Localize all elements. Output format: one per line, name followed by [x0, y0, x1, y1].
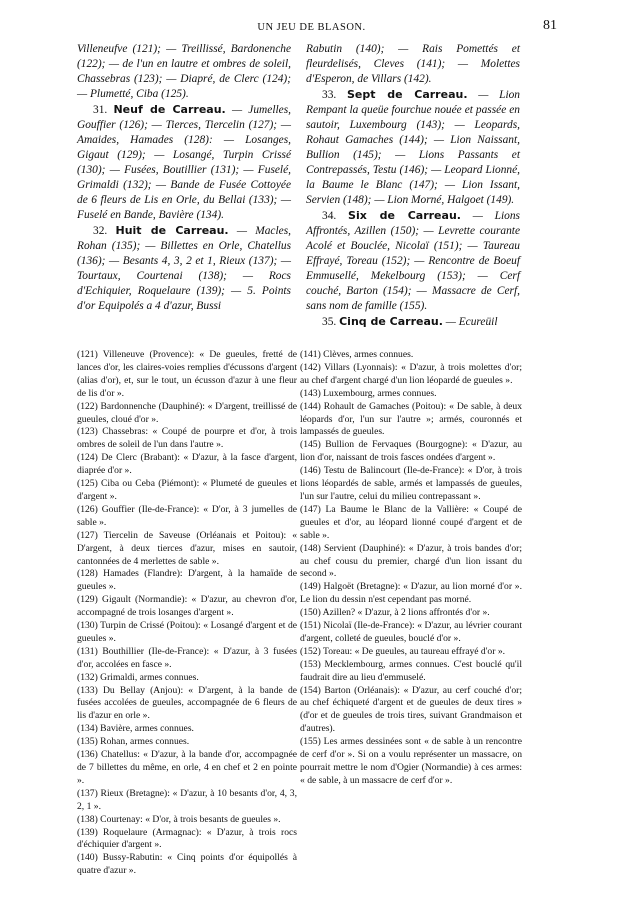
- footnote: (122) Bardonnenche (Dauphiné): « D'argent, treillissé de gueules, cloué d'or ».: [77, 400, 297, 425]
- section-text: — Ecureüil: [442, 316, 498, 328]
- footnote: (152) Toreau: « De gueules, au taureau effrayé d'or ».: [300, 645, 506, 657]
- main-text-left-column: [77, 42, 291, 314]
- footnote: (145) Bullion de Fervaques (Bourgogne): « D'azur, au lion d'or, naissant de trois fasces ondées d'argent ».: [300, 439, 522, 464]
- section-text: — Lion Rempant la queüe fourchue nouée et passée en sautoir, Luxembourg (143); — Leopards, Rohaut Gamaches (144); — Lion Naissant, Bullion (145); — Lions Passants et Contrepassés, Testu (146); — Leopard Lionné, la Baume le Blanc (147); — Lion Issant, Servien (148); — Lion Morné, Halgoet (149).: [306, 89, 520, 206]
- footnote: (125) Ciba ou Ceba (Piémont): « Plumeté de gueules et d'argent ».: [77, 478, 297, 502]
- section-heading: Neuf de Carreau.: [113, 103, 226, 116]
- footnote: (148) Servient (Dauphiné): « D'azur, à trois bandes d'or; au chef cousu du premier, chargé d'un lion issant du second ».: [300, 542, 522, 580]
- footnote: (144) Rohault de Gamaches (Poitou): « De sable, à deux léopards d'or, l'un sur l'autre »; armés, couronnés et lampassés de gueules.: [300, 400, 522, 438]
- paragraph-text: Villeneufve (121); — Treillissé, Bardonenche (122); — de l'un en lautre et ombres de soleil, Chassebras (123); — Diapré, de Clerc (124); — Plumetté, Ciba (125).: [77, 43, 291, 100]
- footnote: (134) Bavière, armes connues.: [77, 723, 194, 735]
- body-paragraph: [306, 42, 520, 87]
- section-heading: Six de Carreau.: [348, 209, 461, 222]
- page-number: 81: [543, 18, 557, 33]
- footnote: (136) Chatellus: « D'azur, à la bande d'or, accompagnée de 7 billettes du même, en orle, 4 en chef et 2 en pointe ».: [77, 749, 297, 786]
- section-heading: Huit de Carreau.: [115, 224, 229, 237]
- footnote: (138) Courtenay: « D'or, à trois besants de gueules ».: [77, 813, 281, 825]
- section-number: 32.: [93, 225, 108, 237]
- section-paragraph: [77, 102, 291, 223]
- section-paragraph: [306, 208, 520, 314]
- section-text: — Macles, Rohan (135); — Billettes en Orle, Chatellus (136); — Besants 4, 3, 2 et 1, Rieux (137); — Tourtaux, Courtenai (138); — Rocs d'Echiquier, Roquelaure (139); — 5. Points d'or Equipolés a 4 d'azur, Bussi: [77, 225, 291, 312]
- paragraph-text: Rabutin (140); — Rais Pomettés et fleurdelisés, Cleves (141); — Molettes d'Esperon, de Villars (142).: [306, 43, 520, 85]
- footnote: (135) Rohan, armes connues.: [77, 736, 190, 748]
- footnote: (137) Rieux (Bretagne): « D'azur, à 10 besants d'or, 4, 3, 2, 1 ».: [77, 787, 297, 812]
- footnote: (130) Turpin de Crissé (Poitou): « Losangé d'argent et de gueules ».: [77, 620, 297, 644]
- section-heading: Sept de Carreau.: [346, 88, 468, 101]
- footnote: (139) Roquelaure (Armagnac): « D'azur, à trois rocs d'échiquier d'argent ».: [77, 826, 297, 851]
- footnote: (140) Bussy-Rabutin: « Cinq points d'or équipollés à quatre d'azur ».: [77, 852, 297, 877]
- footnote: (121) Villeneuve (Provence): « De gueules, fretté de lances d'or, les claires-voies remplies d'écussons d'argent (alias d'or), et, sur le tout, un écusson d'azur à une fleur de lis d'or ».: [77, 349, 297, 399]
- section-number: 34.: [322, 210, 337, 222]
- footnote: (124) De Clerc (Brabant): « D'azur, à la fasce d'argent, diaprée d'or ».: [77, 452, 297, 477]
- footnote: (142) Villars (Lyonnais): « D'azur, à trois molettes d'or; au chef d'argent chargé d'un lion léopardé de gueules ».: [300, 361, 522, 386]
- section-heading: Cinq de Carreau.: [339, 315, 443, 328]
- footnote: (154) Barton (Orléanais): « D'azur, au cerf couché d'or; au chef échiqueté d'argent et de gueules de deux tires » (d'or et de gueules de trois tires, suivant Grandmaison et d'autres).: [300, 684, 522, 735]
- section-paragraph: [77, 223, 291, 314]
- footnotes-left-column: [77, 349, 297, 878]
- main-text-right-column: [306, 42, 520, 330]
- footnote: (132) Grimaldi, armes connues.: [77, 671, 199, 683]
- section-number: 33.: [322, 89, 337, 101]
- section-paragraph: [306, 314, 520, 330]
- footnotes-right-column: [300, 349, 522, 788]
- footnote: (155) Les armes dessinées sont « de sable à un rencontre de cerf d'or ». Si on a voulu représenter un massacre, on pourrait mettre le nom d'Ogier (Normandie) à ces armes: « de sable, à un massacre de cerf d'or ».: [300, 736, 522, 786]
- section-number: 35.: [322, 316, 337, 328]
- running-head: UN JEU DE BLASON.: [257, 22, 366, 33]
- footnote: (153) Mecklembourg, armes connues. C'est bouclé qu'il faudrait dire au lieu d'emmuselé.: [300, 658, 522, 683]
- section-text: — Jumelles, Gouffier (126); — Tierces, Tiercelin (127); — Amaides, Hamades (128): — Losanges, Gigaut (129); — Losangé, Turpin Crissé (130); — Fusées, Boutillier (131); — Fuselé, Grimaldi (132); — Bande de Fusée Cottoyée de 6 fleurs de Lis en Orle, du Bellai (133); — Fuselé en Bande, Bavière (134).: [77, 104, 291, 221]
- footnote: (131) Bouthillier (Ile-de-France): « D'azur, à 3 fusées d'or, accolées en fasce ».: [77, 645, 297, 670]
- footnote: (123) Chassebras: « Coupé de pourpre et d'or, à trois ombres de soleil de l'un dans l'autre ».: [77, 426, 297, 451]
- section-text: — Lions Affrontés, Azillen (150); — Levrette courante Acolé et Bouclée, Nicolaï (151); — Taureau Effrayé, Toreau (152); — Rencontre de Boeuf Emmusellé, Mekelbourg (153); — Cerf couché, Barton (154); — Massacre de Cerf, sans nom de famille (155).: [306, 210, 520, 312]
- footnote: (133) Du Bellay (Anjou): « D'argent, à la bande de fusées accolées de gueules, accompagnée de 6 fleurs de lis d'azur en orle ».: [77, 684, 297, 722]
- footnote: (141) Clèves, armes connues.: [300, 349, 414, 360]
- body-paragraph: [77, 42, 291, 102]
- footnote: (143) Luxembourg, armes connues.: [300, 387, 437, 399]
- footnote: (127) Tiercelin de Saveuse (Orléanais et Poitou): « D'argent, à deux tierces d'azur, mises en sautoir, cantonnées de 4 merlettes de sable ».: [77, 529, 297, 567]
- footnote: (147) La Baume le Blanc de la Vallière: « Coupé de gueules et d'or, au léopard lionné coupé d'argent et de sable ».: [300, 503, 522, 541]
- footnote: (149) Halgoët (Bretagne): « D'azur, au lion morné d'or ». Le lion du dessin n'est cependant pas morné.: [300, 581, 522, 606]
- footnote: (151) Nicolaï (Ile-de-France): « D'azur, au lévrier courant d'argent, colleté de gueules, bouclé d'or ».: [300, 620, 522, 644]
- footnote: (128) Hamades (Flandre): D'argent, à la hamaïde de gueules ».: [77, 568, 297, 593]
- footnote: (126) Gouffier (Ile-de-France): « D'or, à 3 jumelles de sable ».: [77, 503, 297, 528]
- section-paragraph: [306, 87, 520, 208]
- section-number: 31.: [93, 104, 108, 116]
- footnote: (150) Azillen? « D'azur, à 2 lions affrontés d'or ».: [300, 607, 490, 619]
- footnote: (146) Testu de Balincourt (Ile-de-France): « D'or, à trois lions léopardés de sable, armés et lampassés de gueules, l'un sur l'autre, celui du milieu contrepassant ».: [300, 465, 522, 502]
- footnote: (129) Gigault (Normandie): « D'azur, au chevron d'or, accompagné de trois losanges d'argent ».: [77, 594, 297, 619]
